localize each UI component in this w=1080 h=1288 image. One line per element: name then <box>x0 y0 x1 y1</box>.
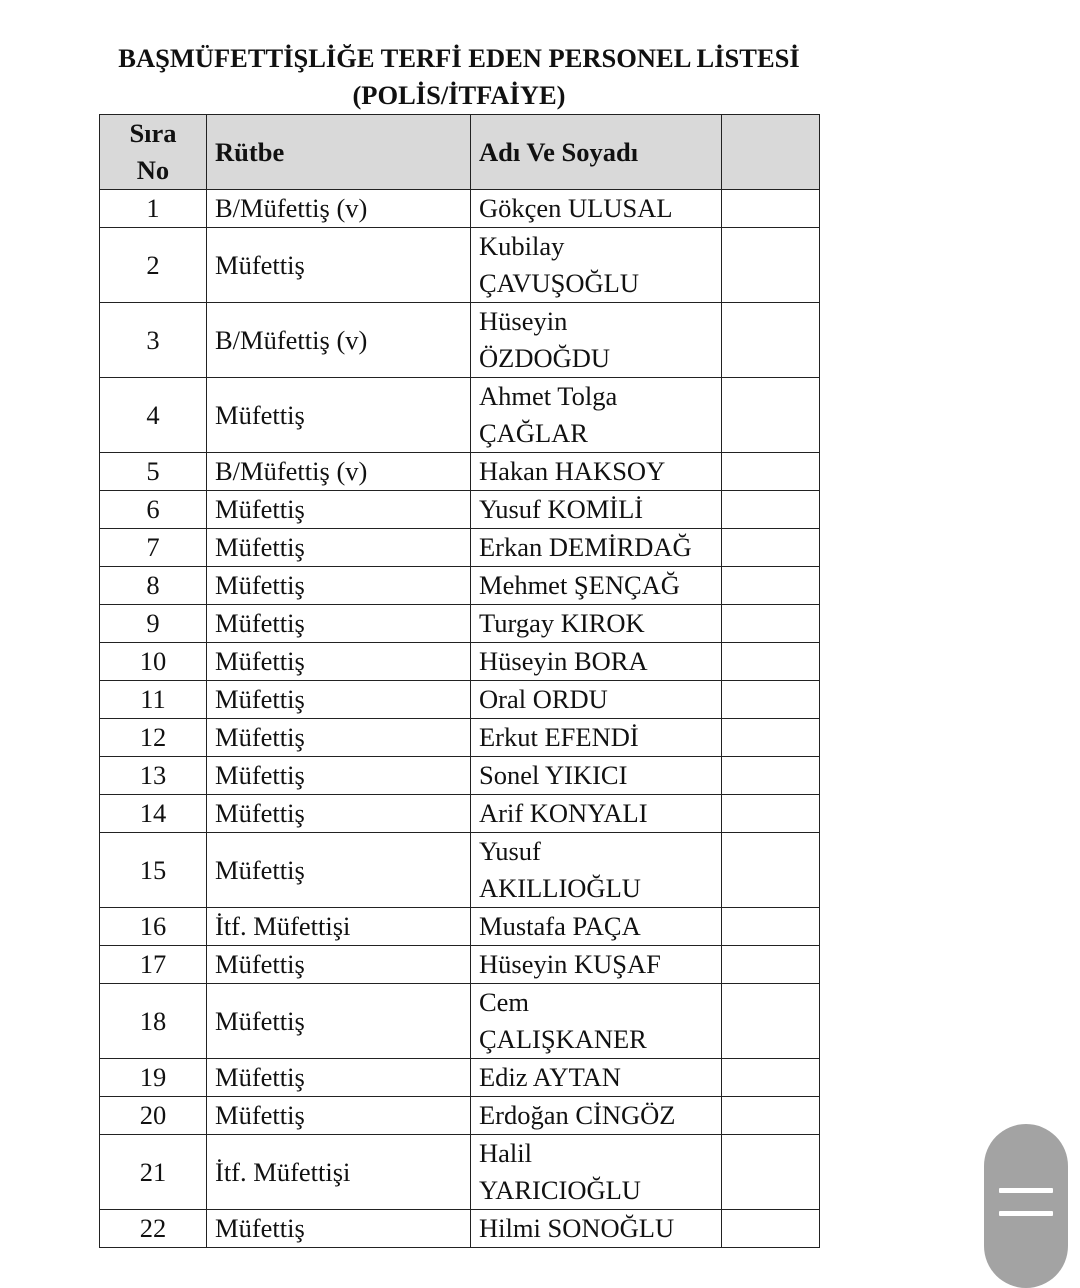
table-row <box>100 681 820 719</box>
row-rutbe: Müfettiş <box>207 228 471 303</box>
row-name-line1: Hilmi SONOĞLU <box>479 1213 675 1243</box>
document-title-line2: (POLİS/İTFAİYE) <box>352 80 566 110</box>
row-adi-soyadi <box>471 984 722 1059</box>
row-name-line1: Arif KONYALI <box>479 798 648 828</box>
row-empty-cell <box>722 1135 820 1210</box>
row-name-line2: ÇAVUŞOĞLU <box>479 268 640 298</box>
row-rutbe: Müfettiş <box>207 378 471 453</box>
row-empty-cell <box>722 567 820 605</box>
row-rutbe: Müfettiş <box>207 491 471 529</box>
table-row <box>100 1097 820 1135</box>
row-name-line1: Erkut EFENDİ <box>479 722 639 752</box>
row-name-line1: Hakan HAKSOY <box>479 456 666 486</box>
row-name-line2: ÇALIŞKANER <box>479 1024 647 1054</box>
row-rutbe: Müfettiş <box>207 984 471 1059</box>
row-rutbe: Müfettiş <box>207 529 471 567</box>
row-name-line1: Turgay KIROK <box>479 608 645 638</box>
row-adi-soyadi <box>471 303 722 378</box>
row-adi-soyadi <box>471 946 722 984</box>
row-rutbe: B/Müfettiş (v) <box>207 453 471 491</box>
row-name-line2: YARICIOĞLU <box>479 1175 641 1205</box>
table-row <box>100 529 820 567</box>
row-name-line1: Erdoğan CİNGÖZ <box>479 1100 676 1130</box>
row-sira-no: 22 <box>100 1210 207 1248</box>
table-body <box>100 190 820 1248</box>
row-adi-soyadi <box>471 453 722 491</box>
table-row <box>100 908 820 946</box>
row-adi-soyadi <box>471 228 722 303</box>
row-empty-cell <box>722 1097 820 1135</box>
row-adi-soyadi <box>471 1097 722 1135</box>
row-rutbe: Müfettiş <box>207 946 471 984</box>
scroll-handle[interactable] <box>984 1124 1068 1288</box>
row-sira-no: 10 <box>100 643 207 681</box>
row-name-line1: Halil <box>479 1138 532 1168</box>
row-name-line1: Kubilay <box>479 231 565 261</box>
header-empty <box>722 115 820 190</box>
row-adi-soyadi <box>471 1210 722 1248</box>
table-row <box>100 605 820 643</box>
row-name-line1: Hüseyin <box>479 306 568 336</box>
row-adi-soyadi <box>471 908 722 946</box>
row-sira-no: 9 <box>100 605 207 643</box>
row-rutbe: Müfettiş <box>207 1097 471 1135</box>
row-sira-no: 7 <box>100 529 207 567</box>
row-name-line1: Gökçen ULUSAL <box>479 193 673 223</box>
row-sira-no: 4 <box>100 378 207 453</box>
row-name-line1: Hüseyin BORA <box>479 646 648 676</box>
row-sira-no: 18 <box>100 984 207 1059</box>
row-rutbe: Müfettiş <box>207 757 471 795</box>
table-row <box>100 719 820 757</box>
row-rutbe: İtf. Müfettişi <box>207 908 471 946</box>
row-empty-cell <box>722 605 820 643</box>
row-sira-no: 12 <box>100 719 207 757</box>
header-sira-label: Sıra <box>129 118 177 148</box>
row-rutbe: Müfettiş <box>207 719 471 757</box>
row-adi-soyadi <box>471 190 722 228</box>
row-sira-no: 20 <box>100 1097 207 1135</box>
table-row <box>100 1210 820 1248</box>
table-row <box>100 567 820 605</box>
row-empty-cell <box>722 491 820 529</box>
drag-handle-icon-bar <box>999 1211 1053 1216</box>
row-rutbe: B/Müfettiş (v) <box>207 303 471 378</box>
table-row <box>100 453 820 491</box>
row-rutbe: Müfettiş <box>207 1059 471 1097</box>
row-rutbe: Müfettiş <box>207 605 471 643</box>
row-adi-soyadi <box>471 491 722 529</box>
row-sira-no: 11 <box>100 681 207 719</box>
table-row <box>100 1135 820 1210</box>
row-name-line1: Yusuf <box>479 836 541 866</box>
row-adi-soyadi <box>471 795 722 833</box>
row-adi-soyadi <box>471 529 722 567</box>
row-empty-cell <box>722 228 820 303</box>
row-rutbe: Müfettiş <box>207 681 471 719</box>
row-name-line1: Mehmet ŞENÇAĞ <box>479 570 680 600</box>
row-adi-soyadi <box>471 567 722 605</box>
row-adi-soyadi <box>471 1135 722 1210</box>
row-sira-no: 5 <box>100 453 207 491</box>
row-name-line1: Hüseyin KUŞAF <box>479 949 661 979</box>
row-adi-soyadi <box>471 833 722 908</box>
row-sira-no: 19 <box>100 1059 207 1097</box>
table-row <box>100 491 820 529</box>
personnel-table <box>99 114 820 1248</box>
row-rutbe: B/Müfettiş (v) <box>207 190 471 228</box>
row-sira-no: 8 <box>100 567 207 605</box>
row-name-line1: Ediz AYTAN <box>479 1062 621 1092</box>
header-adi-soyadi: Adı Ve Soyadı <box>471 115 722 190</box>
row-empty-cell <box>722 757 820 795</box>
row-empty-cell <box>722 1059 820 1097</box>
row-empty-cell <box>722 795 820 833</box>
header-rutbe: Rütbe <box>207 115 471 190</box>
row-rutbe: Müfettiş <box>207 643 471 681</box>
row-sira-no: 6 <box>100 491 207 529</box>
row-adi-soyadi <box>471 378 722 453</box>
row-name-line1: Mustafa PAÇA <box>479 911 641 941</box>
table-row <box>100 190 820 228</box>
row-name-line1: Erkan DEMİRDAĞ <box>479 532 692 562</box>
row-adi-soyadi <box>471 643 722 681</box>
row-name-line2: ÇAĞLAR <box>479 418 588 448</box>
row-sira-no: 21 <box>100 1135 207 1210</box>
table-row <box>100 378 820 453</box>
header-no-label: No <box>136 155 170 185</box>
row-empty-cell <box>722 1210 820 1248</box>
row-sira-no: 1 <box>100 190 207 228</box>
row-empty-cell <box>722 984 820 1059</box>
row-name-line1: Cem <box>479 987 530 1017</box>
row-rutbe: İtf. Müfettişi <box>207 1135 471 1210</box>
row-empty-cell <box>722 303 820 378</box>
row-name-line2: ÖZDOĞDU <box>479 343 611 373</box>
row-adi-soyadi <box>471 757 722 795</box>
table-row <box>100 303 820 378</box>
row-empty-cell <box>722 378 820 453</box>
row-name-line1: Oral ORDU <box>479 684 608 714</box>
table-row <box>100 984 820 1059</box>
row-sira-no: 13 <box>100 757 207 795</box>
row-sira-no: 3 <box>100 303 207 378</box>
row-sira-no: 17 <box>100 946 207 984</box>
header-sira-no <box>100 115 207 190</box>
row-adi-soyadi <box>471 681 722 719</box>
row-sira-no: 16 <box>100 908 207 946</box>
row-empty-cell <box>722 453 820 491</box>
row-rutbe: Müfettiş <box>207 833 471 908</box>
row-empty-cell <box>722 643 820 681</box>
row-name-line2: AKILLIOĞLU <box>479 873 641 903</box>
row-rutbe: Müfettiş <box>207 1210 471 1248</box>
row-empty-cell <box>722 946 820 984</box>
row-sira-no: 15 <box>100 833 207 908</box>
row-empty-cell <box>722 529 820 567</box>
document-title-line1: BAŞMÜFETTİŞLİĞE TERFİ EDEN PERSONEL LİSTESİ <box>118 43 800 73</box>
table-row <box>100 228 820 303</box>
table-row <box>100 643 820 681</box>
row-rutbe: Müfettiş <box>207 567 471 605</box>
row-name-line1: Yusuf KOMİLİ <box>479 494 644 524</box>
table-row <box>100 757 820 795</box>
row-empty-cell <box>722 833 820 908</box>
row-sira-no: 2 <box>100 228 207 303</box>
table-row <box>100 833 820 908</box>
row-adi-soyadi <box>471 1059 722 1097</box>
row-empty-cell <box>722 190 820 228</box>
row-name-line1: Sonel YIKICI <box>479 760 628 790</box>
table-row <box>100 795 820 833</box>
row-empty-cell <box>722 681 820 719</box>
table-header-row <box>100 115 820 190</box>
row-name-line1: Ahmet Tolga <box>479 381 618 411</box>
row-adi-soyadi <box>471 719 722 757</box>
table-row <box>100 946 820 984</box>
row-adi-soyadi <box>471 605 722 643</box>
document-title <box>98 40 820 114</box>
row-empty-cell <box>722 719 820 757</box>
row-empty-cell <box>722 908 820 946</box>
table-row <box>100 1059 820 1097</box>
row-rutbe: Müfettiş <box>207 795 471 833</box>
drag-handle-icon <box>999 1188 1053 1193</box>
row-sira-no: 14 <box>100 795 207 833</box>
